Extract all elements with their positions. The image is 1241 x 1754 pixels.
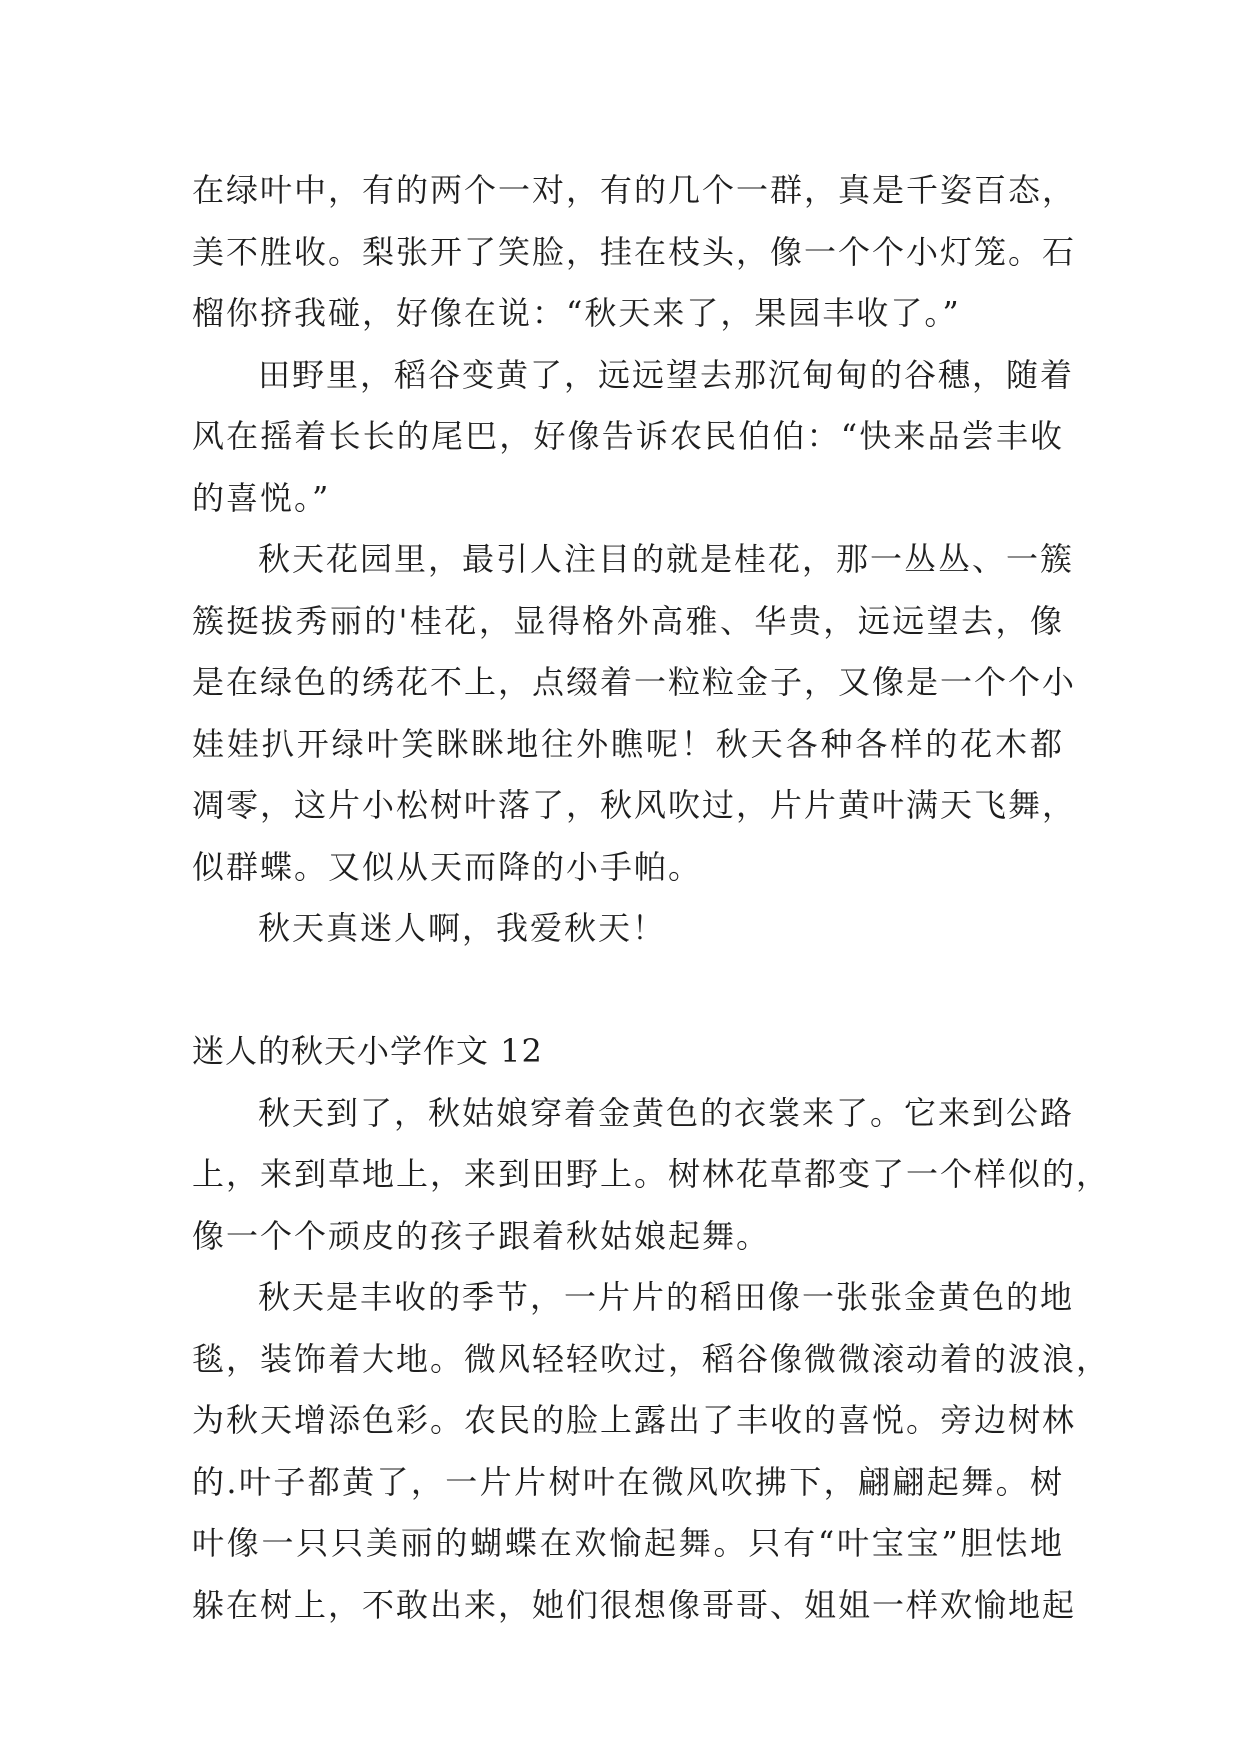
text-line: 美不胜收。梨张开了笑脸，挂在枝头，像一个个小灯笼。石 [192,232,1077,271]
paragraph [192,1083,1111,1268]
text-line: 田野里，稻谷变黄了，远远望去那沉甸甸的谷穗，随着 [258,355,1075,394]
text-line: 躲在树上，不敢出来，她们很想像哥哥、姐姐一样欢愉地起 [192,1585,1077,1624]
text-line: 娃娃扒开绿叶笑眯眯地往外瞧呢！秋天各种各样的花木都 [192,724,1064,763]
paragraph [192,345,1075,530]
text-line: 是在绿色的绣花不上，点缀着一粒粒金子，又像是一个个小 [192,663,1077,701]
text-line: 风在摇着长长的尾巴，好像告诉农民伯伯：“快来品尝丰收 [192,417,1064,455]
text-line: 为秋天增添色彩。农民的脸上露出了丰收的喜悦。旁边树林 [192,1401,1077,1439]
paragraph [192,1267,1111,1636]
section-gap [192,960,1064,1022]
text-line: 毯，装饰着大地。微风轻轻吹过，稻谷像微微滚动着的波浪， [192,1339,1111,1378]
paragraph [192,529,1077,898]
text-line: 秋天是丰收的季节，一片片的稻田像一张张金黄色的地 [258,1278,1075,1316]
section-heading: 迷人的秋天小学作文 12 [192,1032,543,1070]
text-line: 秋天花园里，最引人注目的就是桂花，那一丛丛、一簇 [258,540,1075,578]
text-line: 叶像一只只美丽的蝴蝶在欢愉起舞。只有“叶宝宝”胆怯地 [192,1524,1064,1562]
document-body [192,160,1111,1636]
text-line: 上，来到草地上，来到田野上。树林花草都变了一个样似的， [192,1155,1111,1193]
text-line: 秋天真迷人啊，我爱秋天！ [258,909,667,947]
text-line: 榴你挤我碰，好像在说：“秋天来了，果园丰收了。” [192,294,961,332]
text-line: 簇挺拔秀丽的'桂花，显得格外高雅、华贵，远远望去，像 [192,601,1064,640]
text-line: 的喜悦。” [192,478,331,517]
paragraph [192,160,1077,345]
text-line: 凋零，这片小松树叶落了，秋风吹过，片片黄叶满天飞舞， [192,786,1077,824]
text-line: 的.叶子都黄了，一片片树叶在微风吹拂下，翩翩起舞。树 [192,1462,1064,1501]
text-line: 似群蝶。又似从天而降的小手帕。 [192,847,703,886]
text-line: 秋天到了，秋姑娘穿着金黄色的衣裳来了。它来到公路 [258,1093,1075,1132]
paragraph [192,898,1064,960]
text-line: 在绿叶中，有的两个一对，有的几个一群，真是千姿百态， [192,171,1077,209]
text-line: 像一个个顽皮的孩子跟着秋姑娘起舞。 [192,1216,771,1255]
